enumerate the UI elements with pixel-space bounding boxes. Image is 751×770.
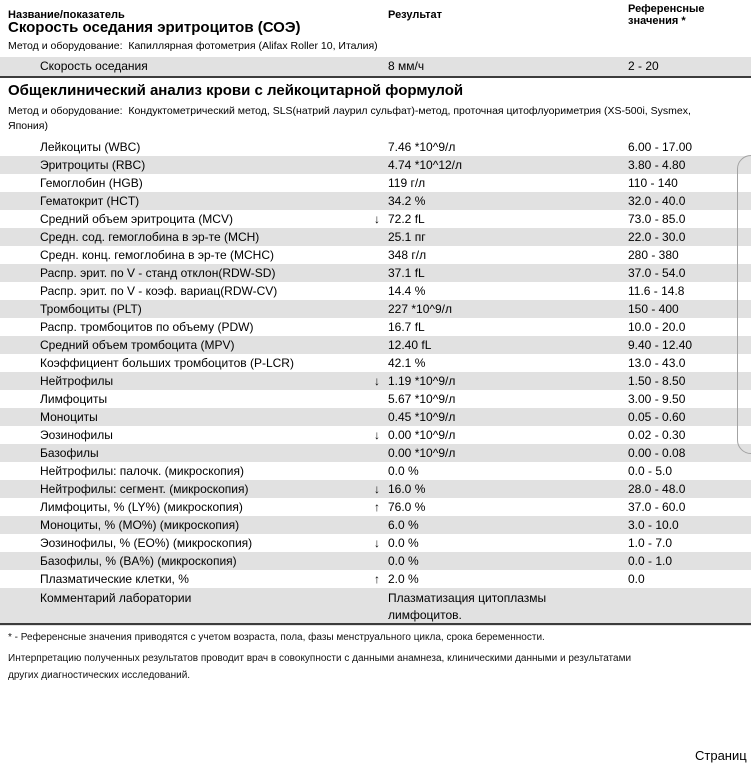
table-row bbox=[0, 246, 751, 264]
reference-range: 0.02 - 0.30 bbox=[628, 428, 686, 442]
analyte-name: Распр. эрит. по V - станд отклон(RDW-SD) bbox=[40, 266, 276, 280]
method-value: Капиллярная фотометрия (Alifax Roller 10, Италия) bbox=[122, 40, 378, 52]
reference-range: 2 - 20 bbox=[628, 59, 659, 73]
analyte-name: Гемоглобин (HGB) bbox=[40, 176, 143, 190]
analyte-name: Гематокрит (HCT) bbox=[40, 194, 140, 208]
column-header-result: Результат bbox=[388, 9, 443, 21]
result-cell bbox=[374, 138, 628, 156]
column-header-reference: Референсные значения * bbox=[628, 3, 705, 27]
result-cell bbox=[374, 480, 628, 498]
analyte-name: Эозинофилы bbox=[40, 428, 113, 442]
analyte-name: Нейтрофилы bbox=[40, 374, 114, 388]
table-row bbox=[0, 210, 751, 228]
result-value: 227 *10^9/л bbox=[388, 302, 453, 316]
table-row bbox=[0, 552, 751, 570]
result-cell bbox=[374, 570, 628, 588]
result-value: 5.67 *10^9/л bbox=[388, 392, 456, 406]
table-row bbox=[0, 57, 751, 76]
result-value: 348 г/л bbox=[388, 248, 427, 262]
result-value: 42.1 % bbox=[388, 356, 426, 370]
arrow-up-icon: ↑ bbox=[374, 500, 380, 514]
reference-range: 0.05 - 0.60 bbox=[628, 410, 686, 424]
arrow-down-icon: ↓ bbox=[374, 536, 380, 550]
result-cell bbox=[374, 516, 628, 534]
table-row bbox=[0, 390, 751, 408]
arrow-down-icon: ↓ bbox=[374, 482, 380, 496]
result-value: 0.0 % bbox=[388, 536, 419, 550]
result-cell bbox=[374, 372, 628, 390]
column-header-name: Название/показатель bbox=[8, 9, 125, 21]
result-value: 119 г/л bbox=[388, 176, 426, 190]
section-divider bbox=[0, 623, 751, 625]
rows-container bbox=[0, 57, 751, 76]
reference-range: 1.0 - 7.0 bbox=[628, 536, 673, 550]
table-row bbox=[0, 318, 751, 336]
section-divider bbox=[0, 76, 751, 78]
table-row bbox=[0, 138, 751, 156]
result-value: 0.0 % bbox=[388, 464, 419, 478]
analyte-name: Плазматические клетки, % bbox=[40, 572, 189, 586]
result-cell bbox=[374, 498, 628, 516]
reference-range: 0.00 - 0.08 bbox=[628, 446, 686, 460]
reference-range: 0.0 bbox=[628, 572, 645, 586]
reference-range: 280 - 380 bbox=[628, 248, 679, 262]
method-line bbox=[0, 40, 700, 53]
table-row bbox=[0, 516, 751, 534]
table-row bbox=[0, 156, 751, 174]
result-cell bbox=[374, 264, 628, 282]
analyte-name: Эозинофилы, % (EO%) (микроскопия) bbox=[40, 536, 253, 550]
table-row bbox=[0, 282, 751, 300]
analyte-name: Моноциты bbox=[40, 410, 98, 424]
analyte-name: Базофилы bbox=[40, 446, 99, 460]
reference-range: 11.6 - 14.8 bbox=[628, 284, 685, 298]
analyte-name: Средний объем тромбоцита (MPV) bbox=[40, 338, 235, 352]
reference-range: 6.00 - 17.00 bbox=[628, 140, 693, 154]
reference-range: 0.0 - 1.0 bbox=[628, 554, 673, 568]
reference-range: 9.40 - 12.40 bbox=[628, 338, 693, 352]
section bbox=[0, 18, 751, 76]
result-cell bbox=[374, 156, 628, 174]
result-cell bbox=[374, 300, 628, 318]
result-value: 0.45 *10^9/л bbox=[388, 410, 456, 424]
arrow-down-icon: ↓ bbox=[374, 212, 380, 226]
analyte-name: Средн. сод. гемоглобина в эр-те (MCH) bbox=[40, 230, 260, 244]
reference-range: 73.0 - 85.0 bbox=[628, 212, 686, 226]
result-cell bbox=[374, 282, 628, 300]
method-label: Метод и оборудование: bbox=[8, 40, 123, 52]
table-row bbox=[0, 228, 751, 246]
table-row bbox=[0, 426, 751, 444]
analyte-name: Коэффициент больших тромбоцитов (P-LCR) bbox=[40, 356, 294, 370]
table-row bbox=[0, 408, 751, 426]
analyte-name: Нейтрофилы: сегмент. (микроскопия) bbox=[40, 482, 249, 496]
method-label: Метод и оборудование: bbox=[8, 105, 123, 117]
analyte-name: Базофилы, % (BA%) (микроскопия) bbox=[40, 554, 237, 568]
result-cell bbox=[374, 57, 628, 76]
result-value: 16.7 fL bbox=[388, 320, 425, 334]
analyte-name: Скорость оседания bbox=[40, 59, 148, 73]
result-cell bbox=[374, 228, 628, 246]
result-value: 76.0 % bbox=[388, 500, 426, 514]
table-row bbox=[0, 462, 751, 480]
result-value: 34.2 % bbox=[388, 194, 426, 208]
footnote-interpretation: Интерпретацию полученных результатов проводит врач в совокупности с данными анамнеза, клиническими данными и результатами других диагностических исследований. bbox=[8, 653, 632, 681]
scrollbar-thumb[interactable] bbox=[737, 155, 751, 454]
result-value: 7.46 *10^9/л bbox=[388, 140, 456, 154]
result-value: 14.4 % bbox=[388, 284, 426, 298]
table-row bbox=[0, 264, 751, 282]
analyte-name: Средний объем эритроцита (MCV) bbox=[40, 212, 233, 226]
table-row bbox=[0, 192, 751, 210]
analyte-name: Средн. конц. гемоглобина в эр-те (MCHC) bbox=[40, 248, 274, 262]
comment-row bbox=[0, 588, 751, 626]
table-row bbox=[0, 372, 751, 390]
reference-range: 37.0 - 54.0 bbox=[628, 266, 686, 280]
result-value: 8 мм/ч bbox=[388, 59, 425, 73]
analyte-name: Эритроциты (RBC) bbox=[40, 158, 146, 172]
rows-container bbox=[0, 138, 751, 626]
reference-range: 3.00 - 9.50 bbox=[628, 392, 686, 406]
method-line bbox=[0, 104, 700, 134]
analyte-name: Моноциты, % (MO%) (микроскопия) bbox=[40, 518, 240, 532]
reference-range: 3.80 - 4.80 bbox=[628, 158, 686, 172]
table-row bbox=[0, 174, 751, 192]
result-value: 0.0 % bbox=[388, 554, 419, 568]
result-cell bbox=[374, 534, 628, 552]
result-cell bbox=[374, 210, 628, 228]
analyte-name: Лимфоциты, % (LY%) (микроскопия) bbox=[40, 500, 243, 514]
table-row bbox=[0, 354, 751, 372]
footnote-reference-values: * - Референсные значения приводятся с учетом возраста, пола, фазы менструального цикла, срока беременности. bbox=[8, 632, 545, 643]
result-cell bbox=[374, 589, 628, 624]
analyte-name: Распр. эрит. по V - коэф. вариац(RDW-CV) bbox=[40, 284, 278, 298]
result-value: 37.1 fL bbox=[388, 266, 425, 280]
section-title: Скорость оседания эритроцитов (СОЭ) bbox=[8, 19, 301, 36]
result-cell bbox=[374, 318, 628, 336]
result-cell bbox=[374, 192, 628, 210]
analyte-name: Лейкоциты (WBC) bbox=[40, 140, 141, 154]
result-value: Плазматизация цитоплазмы лимфоцитов. bbox=[388, 591, 547, 622]
result-cell bbox=[374, 462, 628, 480]
table-row bbox=[0, 480, 751, 498]
table-row bbox=[0, 300, 751, 318]
reference-range: 37.0 - 60.0 bbox=[628, 500, 686, 514]
result-value: 12.40 fL bbox=[388, 338, 432, 352]
reference-range: 150 - 400 bbox=[628, 302, 679, 316]
section bbox=[0, 81, 751, 626]
result-cell bbox=[374, 426, 628, 444]
table-row bbox=[0, 534, 751, 552]
arrow-down-icon: ↓ bbox=[374, 374, 380, 388]
reference-range: 0.0 - 5.0 bbox=[628, 464, 673, 478]
section-title: Общеклинический анализ крови с лейкоцитарной формулой bbox=[8, 82, 464, 99]
analyte-name: Лимфоциты bbox=[40, 392, 108, 406]
result-cell bbox=[374, 354, 628, 372]
result-value: 0.00 *10^9/л bbox=[388, 428, 456, 442]
result-value: 0.00 *10^9/л bbox=[388, 446, 456, 460]
result-cell bbox=[374, 246, 628, 264]
result-value: 25.1 пг bbox=[388, 230, 426, 244]
result-value: 6.0 % bbox=[388, 518, 419, 532]
analyte-name: Комментарий лаборатории bbox=[40, 591, 192, 605]
reference-range: 110 - 140 bbox=[628, 176, 678, 190]
result-value: 16.0 % bbox=[388, 482, 426, 496]
table-row bbox=[0, 570, 751, 588]
result-value: 1.19 *10^9/л bbox=[388, 374, 456, 388]
result-cell bbox=[374, 408, 628, 426]
reference-range: 10.0 - 20.0 bbox=[628, 320, 686, 334]
reference-range: 1.50 - 8.50 bbox=[628, 374, 686, 388]
result-value: 72.2 fL bbox=[388, 212, 425, 226]
result-cell bbox=[374, 174, 628, 192]
reference-range: 13.0 - 43.0 bbox=[628, 356, 686, 370]
page-footer-label: Страниц bbox=[695, 748, 747, 763]
table-row bbox=[0, 444, 751, 462]
result-cell bbox=[374, 444, 628, 462]
result-cell bbox=[374, 390, 628, 408]
result-cell bbox=[374, 336, 628, 354]
table-row bbox=[0, 498, 751, 516]
arrow-down-icon: ↓ bbox=[374, 428, 380, 442]
reference-range: 3.0 - 10.0 bbox=[628, 518, 679, 532]
result-cell bbox=[374, 552, 628, 570]
arrow-up-icon: ↑ bbox=[374, 572, 380, 586]
analyte-name: Тромбоциты (PLT) bbox=[40, 302, 142, 316]
reference-range: 22.0 - 30.0 bbox=[628, 230, 686, 244]
reference-range: 32.0 - 40.0 bbox=[628, 194, 686, 208]
result-value: 4.74 *10^12/л bbox=[388, 158, 463, 172]
analyte-name: Нейтрофилы: палочк. (микроскопия) bbox=[40, 464, 244, 478]
result-value: 2.0 % bbox=[388, 572, 419, 586]
table-row bbox=[0, 336, 751, 354]
analyte-name: Распр. тромбоцитов по объему (PDW) bbox=[40, 320, 254, 334]
reference-range: 28.0 - 48.0 bbox=[628, 482, 686, 496]
method-value: Кондуктометрический метод, SLS(натрий лаурил сульфат)-метод, проточная цитофлуориметрия (XS-500i, Sysmex, Япония) bbox=[8, 105, 691, 132]
